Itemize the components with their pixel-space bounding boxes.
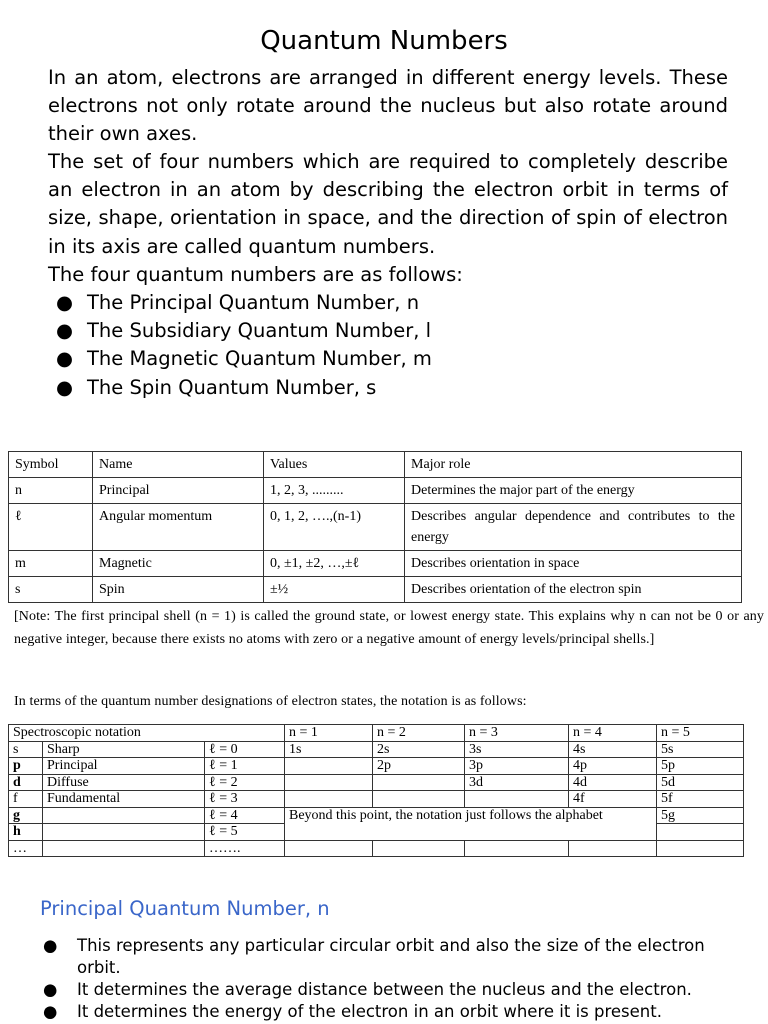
table-header-cell: n = 2: [373, 725, 465, 742]
list-item-text: The Principal Quantum Number, n: [87, 291, 420, 314]
table-header-cell: Major role: [405, 452, 742, 478]
principal-number-list: [40, 935, 730, 1023]
bullet-icon: ●: [43, 980, 58, 999]
table-cell: [43, 807, 205, 824]
table-cell: 2p: [373, 758, 465, 775]
intro-paragraph-1: In an atom, electrons are arranged in different energy levels. These electrons not only rotate around the nucleus but also rotate around their own axes.: [48, 66, 728, 146]
list-item: [40, 1001, 730, 1023]
notation-intro: In terms of the quantum number designations of electron states, the notation is as follows:: [14, 694, 527, 709]
table-cell: g: [9, 807, 43, 824]
table-cell: 4p: [569, 758, 657, 775]
table-row: [9, 774, 744, 791]
quantum-number-list: [48, 289, 432, 402]
table-header-cell: Values: [264, 452, 405, 478]
bullet-icon: ●: [43, 936, 58, 955]
spectroscopic-notation-table: [8, 724, 744, 857]
table-cell: Principal: [93, 478, 264, 504]
list-item-text: The Subsidiary Quantum Number, l: [87, 319, 432, 343]
table-cell: Describes orientation in space: [405, 551, 742, 577]
table-row: [9, 807, 744, 824]
table-cell: [657, 840, 744, 857]
table-cell: [285, 791, 373, 808]
table-cell: 3s: [465, 741, 569, 758]
table-cell: Describes orientation of the electron spin: [405, 577, 742, 603]
table-cell: [373, 791, 465, 808]
list-item-text: It determines the energy of the electron in an orbit where it is present.: [77, 1002, 662, 1021]
table-cell: 5g: [657, 807, 744, 824]
table-cell: Magnetic: [93, 551, 264, 577]
table-cell: [43, 824, 205, 841]
table-header-cell: Name: [93, 452, 264, 478]
table-cell: [465, 840, 569, 857]
table-cell: [285, 774, 373, 791]
table-row: [9, 758, 744, 775]
table-cell: [43, 840, 205, 857]
beyond-notation-note: Beyond this point, the notation just follows the alphabet: [285, 807, 657, 840]
table-cell: s: [9, 741, 43, 758]
table-cell: [373, 774, 465, 791]
table-cell: 3p: [465, 758, 569, 775]
table-cell: 5s: [657, 741, 744, 758]
table-cell: Angular momentum: [93, 504, 264, 551]
table-cell: ℓ: [9, 504, 93, 551]
table-cell: 5f: [657, 791, 744, 808]
table-header-row: [9, 452, 742, 478]
intro-paragraph-3: The four quantum numbers are as follows:: [48, 263, 463, 286]
table-cell: f: [9, 791, 43, 808]
list-item-text: This represents any particular circular orbit and also the size of the electron orbit.: [77, 936, 705, 977]
list-item-text: It determines the average distance between the nucleus and the electron.: [77, 980, 692, 999]
intro-paragraph-2: The set of four numbers which are required to completely describe an electron in an atom by describing the electron orbit in terms of size, shape, orientation in space, and the direction of spin of electron in its axis are called quantum numbers.: [48, 150, 728, 258]
table-cell: [285, 758, 373, 775]
table-cell: Spin: [93, 577, 264, 603]
table-cell: ℓ = 3: [205, 791, 285, 808]
table-row: [9, 741, 744, 758]
table-cell: [657, 824, 744, 841]
table-cell: 1s: [285, 741, 373, 758]
table-cell: 5p: [657, 758, 744, 775]
table-header-cell: n = 4: [569, 725, 657, 742]
table-cell: 1, 2, 3, .........: [264, 478, 405, 504]
table-cell: [465, 791, 569, 808]
ground-state-note: [Note: The first principal shell (n = 1) is called the ground state, or lowest energy state. This explains why n can not be 0 or any negative integer, because there exists no atoms with zero or a negative amount of energy levels/principal shells.]: [14, 609, 764, 647]
table-cell: m: [9, 551, 93, 577]
list-item-text: The Spin Quantum Number, s: [87, 375, 377, 399]
bullet-icon: ●: [56, 347, 74, 371]
table-cell: Describes angular dependence and contributes to the energy: [405, 504, 742, 551]
bullet-icon: ●: [56, 291, 74, 314]
table-cell: 0, ±1, ±2, …,±ℓ: [264, 551, 405, 577]
table-cell: [373, 840, 465, 857]
table-cell: Fundamental: [43, 791, 205, 808]
table-cell: ±½: [264, 577, 405, 603]
list-item: [40, 935, 730, 979]
table-cell: h: [9, 824, 43, 841]
table-cell: 2s: [373, 741, 465, 758]
table-header-row: [9, 725, 744, 742]
table-cell: Sharp: [43, 741, 205, 758]
table-cell: p: [9, 758, 43, 775]
table-row: [9, 791, 744, 808]
page-title: Quantum Numbers: [260, 26, 508, 56]
table-header-cell: n = 5: [657, 725, 744, 742]
table-cell: ℓ = 1: [205, 758, 285, 775]
table-cell: 3d: [465, 774, 569, 791]
list-item: [48, 317, 432, 345]
table-row: [9, 577, 742, 603]
table-cell: 4f: [569, 791, 657, 808]
table-row: [9, 478, 742, 504]
table-header-cell: n = 1: [285, 725, 373, 742]
table-cell: ℓ = 2: [205, 774, 285, 791]
table-row: [9, 551, 742, 577]
table-header-cell: n = 3: [465, 725, 569, 742]
table-cell: [285, 840, 373, 857]
table-cell: n: [9, 478, 93, 504]
table-cell: ℓ = 4: [205, 807, 285, 824]
table-cell: Diffuse: [43, 774, 205, 791]
bullet-icon: ●: [56, 319, 74, 343]
table-cell: ℓ = 5: [205, 824, 285, 841]
bullet-icon: ●: [43, 1002, 58, 1021]
table-cell: 5d: [657, 774, 744, 791]
list-item-text: The Magnetic Quantum Number, m: [87, 347, 432, 371]
table-cell: Principal: [43, 758, 205, 775]
table-cell: …: [9, 840, 43, 857]
table-cell: 0, 1, 2, ….,(n-1): [264, 504, 405, 551]
table-row: [9, 840, 744, 857]
list-item: [48, 289, 432, 317]
table-cell: d: [9, 774, 43, 791]
table-row: [9, 504, 742, 551]
table-header-cell: Spectroscopic notation: [9, 725, 285, 742]
table-header-cell: Symbol: [9, 452, 93, 478]
table-cell: ℓ = 0: [205, 741, 285, 758]
table-cell: 4d: [569, 774, 657, 791]
table-cell: …….: [205, 840, 285, 857]
list-item: [48, 345, 432, 373]
section-heading: Principal Quantum Number, n: [40, 897, 330, 920]
bullet-icon: ●: [56, 375, 74, 399]
table-cell: 4s: [569, 741, 657, 758]
table-cell: Determines the major part of the energy: [405, 478, 742, 504]
quantum-number-table: [8, 451, 742, 603]
table-cell: [569, 840, 657, 857]
list-item: [40, 979, 730, 1001]
list-item: [48, 374, 432, 402]
table-cell: s: [9, 577, 93, 603]
